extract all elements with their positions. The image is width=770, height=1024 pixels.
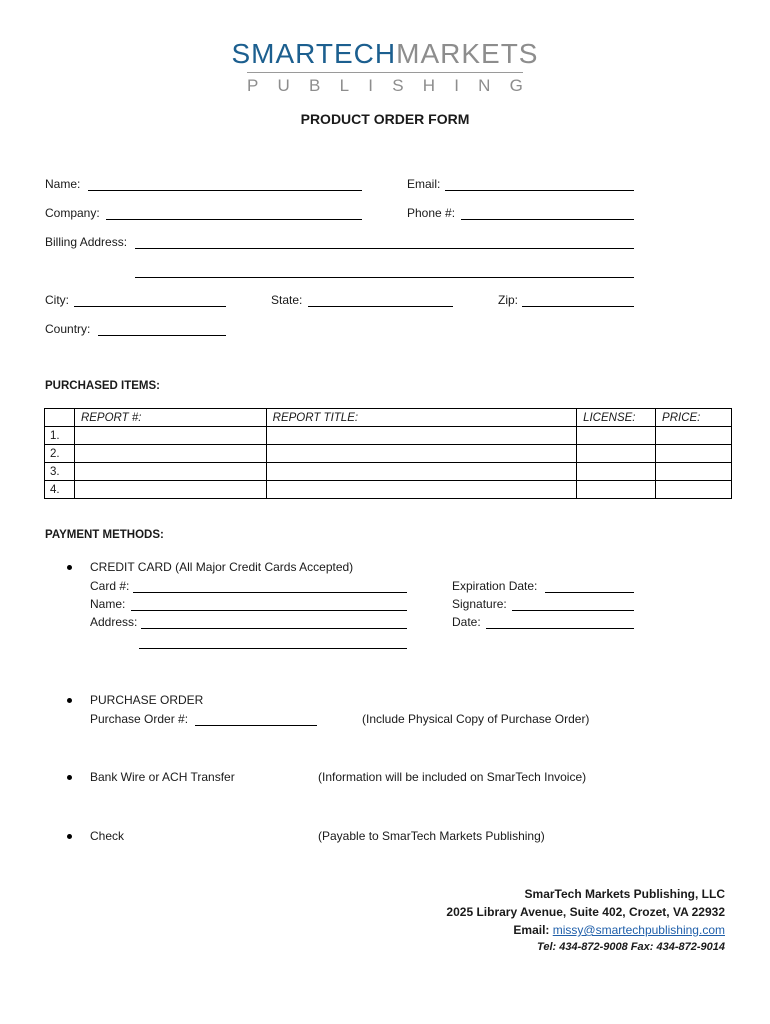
card-number-label: Card #: xyxy=(90,579,130,593)
name-field[interactable] xyxy=(88,190,362,191)
logo-letter: P xyxy=(247,76,259,95)
license-cell[interactable] xyxy=(577,463,656,481)
cardholder-name-field[interactable] xyxy=(131,610,407,611)
table-header-row xyxy=(45,409,732,427)
expiration-date-field[interactable] xyxy=(545,592,634,593)
date-field[interactable] xyxy=(486,628,634,629)
license-cell[interactable] xyxy=(577,427,656,445)
bullet-icon xyxy=(67,698,72,703)
card-address-label: Address: xyxy=(90,615,138,629)
cardholder-name-label: Name: xyxy=(90,597,126,611)
report-number-cell[interactable] xyxy=(74,445,266,463)
city-label: City: xyxy=(45,293,69,307)
table-row xyxy=(45,427,732,445)
bank-transfer-title: Bank Wire or ACH Transfer xyxy=(90,770,235,784)
report-number-cell[interactable] xyxy=(74,463,266,481)
column-header-price: PRICE: xyxy=(656,409,732,427)
contact-company: SmarTech Markets Publishing, LLC xyxy=(524,887,725,901)
logo-letter: I xyxy=(368,76,373,95)
purchase-order-number-field[interactable] xyxy=(195,725,317,726)
contact-address: 2025 Library Avenue, Suite 402, Crozet, VA 22932 xyxy=(446,905,725,919)
logo-letter: I xyxy=(454,76,459,95)
bullet-icon xyxy=(67,565,72,570)
check-note: (Payable to SmarTech Markets Publishing) xyxy=(318,829,545,843)
phone-field[interactable] xyxy=(461,219,634,220)
report-title-cell[interactable] xyxy=(266,481,576,499)
logo-letter: L xyxy=(339,76,350,95)
license-cell[interactable] xyxy=(577,481,656,499)
email-field[interactable] xyxy=(445,190,634,191)
contact-email-label: Email: xyxy=(513,923,550,937)
logo-letter: H xyxy=(422,76,436,95)
bullet-icon xyxy=(67,834,72,839)
purchase-order-number-label: Purchase Order #: xyxy=(90,712,189,726)
table-row xyxy=(45,463,732,481)
bullet-icon xyxy=(67,775,72,780)
report-title-cell[interactable] xyxy=(266,427,576,445)
purchased-items-heading: PURCHASED ITEMS: xyxy=(45,380,161,392)
logo-letter: U xyxy=(277,76,290,95)
signature-field[interactable] xyxy=(512,610,634,611)
logo-subtitle xyxy=(247,76,523,96)
column-header-license: LICENSE: xyxy=(577,409,656,427)
bank-transfer-note: (Information will be included on SmarTech Invoice) xyxy=(318,770,587,784)
check-title: Check xyxy=(90,829,125,843)
contact-email-link[interactable]: missy@smartechpublishing.com xyxy=(552,923,725,937)
card-number-field[interactable] xyxy=(133,592,407,593)
signature-label: Signature: xyxy=(452,597,507,611)
company-logo xyxy=(0,38,770,70)
report-title-cell[interactable] xyxy=(266,445,576,463)
table-row xyxy=(45,481,732,499)
expiration-date-label: Expiration Date: xyxy=(452,579,538,593)
billing-address-field-2[interactable] xyxy=(135,277,634,278)
contact-email-line xyxy=(513,923,725,937)
logo-letter: G xyxy=(509,76,523,95)
purchase-order-note: (Include Physical Copy of Purchase Order) xyxy=(362,712,590,726)
card-address-field[interactable] xyxy=(141,628,407,629)
logo-letter: N xyxy=(478,76,491,95)
row-number: 3. xyxy=(45,463,75,481)
logo-divider xyxy=(247,72,523,73)
column-header-report-title: REPORT TITLE: xyxy=(266,409,576,427)
billing-address-field[interactable] xyxy=(135,248,634,249)
report-number-cell[interactable] xyxy=(74,427,266,445)
date-label: Date: xyxy=(452,615,481,629)
column-header-report-number: REPORT #: xyxy=(74,409,266,427)
payment-methods-heading: PAYMENT METHODS: xyxy=(45,529,164,541)
page-title: PRODUCT ORDER FORM xyxy=(300,111,470,127)
state-label: State: xyxy=(271,293,303,307)
logo-brand-gray: MARKETS xyxy=(396,38,539,69)
name-label: Name: xyxy=(45,177,81,191)
card-address-field-2[interactable] xyxy=(139,648,407,649)
logo-letter: S xyxy=(392,76,404,95)
price-cell[interactable] xyxy=(656,463,732,481)
company-label: Company: xyxy=(45,206,100,220)
zip-label: Zip: xyxy=(498,293,519,307)
contact-tel-fax: Tel: 434-872-9008 Fax: 434-872-9014 xyxy=(537,941,725,953)
logo-brand-blue: SMARTECH xyxy=(231,38,397,69)
purchased-items-table xyxy=(44,408,732,499)
row-number: 4. xyxy=(45,481,75,499)
logo-letter: B xyxy=(309,76,321,95)
price-cell[interactable] xyxy=(656,427,732,445)
country-field[interactable] xyxy=(98,335,226,336)
company-field[interactable] xyxy=(106,219,362,220)
price-cell[interactable] xyxy=(656,445,732,463)
report-title-cell[interactable] xyxy=(266,463,576,481)
purchase-order-title: PURCHASE ORDER xyxy=(90,693,204,707)
price-cell[interactable] xyxy=(656,481,732,499)
row-number: 2. xyxy=(45,445,75,463)
billing-address-label: Billing Address: xyxy=(45,235,128,249)
phone-label: Phone #: xyxy=(407,206,456,220)
license-cell[interactable] xyxy=(577,445,656,463)
country-label: Country: xyxy=(45,322,91,336)
state-field[interactable] xyxy=(308,306,453,307)
row-number: 1. xyxy=(45,427,75,445)
credit-card-title: CREDIT CARD (All Major Credit Cards Accepted) xyxy=(90,560,354,574)
report-number-cell[interactable] xyxy=(74,481,266,499)
city-field[interactable] xyxy=(74,306,226,307)
table-row xyxy=(45,445,732,463)
zip-field[interactable] xyxy=(522,306,634,307)
email-label: Email: xyxy=(407,177,441,191)
table-cell xyxy=(45,409,75,427)
